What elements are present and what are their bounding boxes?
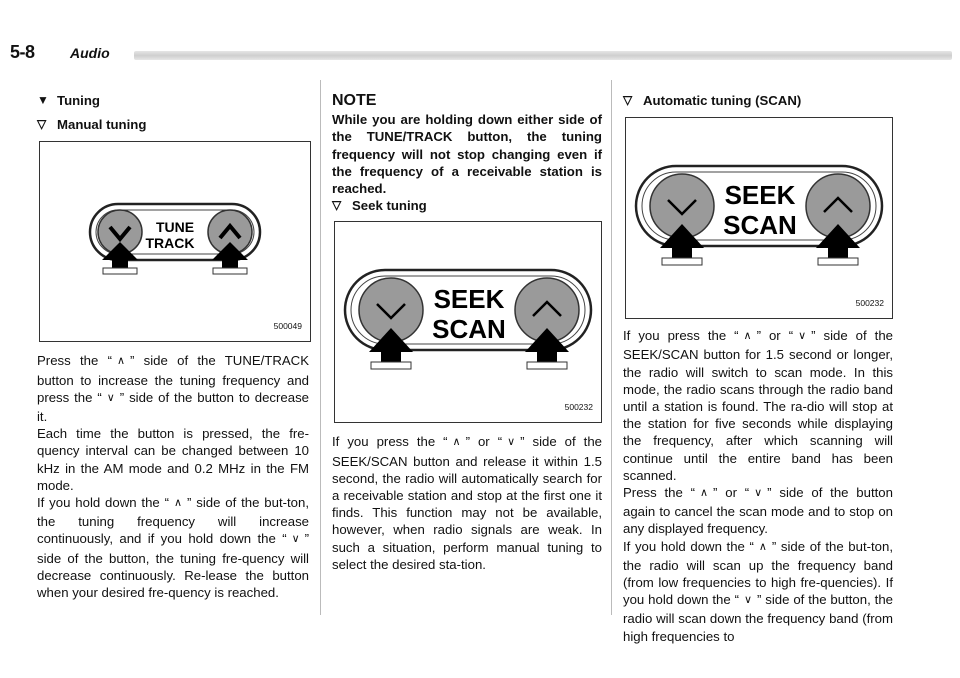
up-arrow-icon: ∧ xyxy=(700,487,709,500)
svg-text:SEEK: SEEK xyxy=(724,180,796,211)
figure-seek-scan-button xyxy=(334,221,602,423)
tune-track-button-illustration xyxy=(40,142,310,341)
down-arrow-icon: ∨ xyxy=(798,330,807,343)
note-title: NOTE xyxy=(332,92,377,109)
figure-code: 500232 xyxy=(855,298,884,308)
seek-scan-button-illustration xyxy=(335,222,601,422)
paragraph: If you hold down the “ ∧ ” side of the but-ton, the tuning frequency will increase continuously, and if you hold down the “ ∨ ” side of the button, the tuning fre-quency will decrease continuously. Re-lease the button when your desired fre-quency is reached. xyxy=(37,495,310,601)
column-2 xyxy=(332,92,602,573)
open-triangle-icon: ▽ xyxy=(332,198,342,213)
up-arrow-icon: ∧ xyxy=(758,540,767,553)
figure-tune-track-button xyxy=(39,141,311,342)
figure-code: 500232 xyxy=(564,402,593,413)
down-arrow-icon: ∨ xyxy=(106,391,115,404)
heading-automatic-tuning: ▽ Automatic tuning (SCAN) xyxy=(623,93,802,108)
svg-text:SCAN: SCAN xyxy=(723,210,797,241)
column-1 xyxy=(37,92,309,601)
seek-scan-button-illustration xyxy=(626,118,892,318)
header-rule xyxy=(134,51,952,60)
up-arrow-icon: ∧ xyxy=(116,355,126,368)
paragraph: Each time the button is pressed, the fre-quency interval can be changed between 10 kHz in the AM mode and 0.2 MHz in the FM mode. xyxy=(37,426,309,493)
down-arrow-icon: ∨ xyxy=(291,533,300,546)
svg-text:TUNE: TUNE xyxy=(155,219,195,236)
page-header xyxy=(8,42,952,68)
up-arrow-icon: ∧ xyxy=(173,497,183,510)
open-triangle-icon: ▽ xyxy=(623,93,633,107)
paragraph: Press the “ ∧ ” side of the TUNE/TRACK button to increase the tuning frequency and press the “ ∨ ” side of the button to decrease it. xyxy=(37,353,309,425)
heading-seek-tuning: ▽ Seek tuning xyxy=(332,198,427,214)
svg-text:TRACK: TRACK xyxy=(145,235,195,252)
figure-code: 500049 xyxy=(273,321,302,332)
svg-text:SEEK: SEEK xyxy=(433,284,505,315)
section-title: Audio xyxy=(70,45,110,61)
paragraph: If you hold down the “ ∧ ” side of the but-ton, the radio will scan up the frequency band (from low frequencies to high fre-quencies). If you hold down the “ ∨ ” side of the button, the radio will scan down the frequency band (from high frequencies to xyxy=(623,538,894,644)
column-3 xyxy=(623,92,893,645)
column-divider xyxy=(611,80,612,615)
page-number: 5-8 xyxy=(10,42,35,62)
paragraph: Press the “ ∧ ” or “ ∨ ” side of the button again to cancel the scan mode and to stop on any displayed frequency. xyxy=(623,485,893,537)
figure-seek-scan-button xyxy=(625,117,893,319)
column-divider xyxy=(320,80,321,615)
filled-triangle-icon: ▼ xyxy=(37,93,49,107)
down-arrow-icon: ∨ xyxy=(507,436,516,449)
svg-text:SCAN: SCAN xyxy=(432,314,506,345)
down-arrow-icon: ∨ xyxy=(754,487,763,500)
up-arrow-icon: ∧ xyxy=(743,330,752,343)
paragraph: If you press the “ ∧ ” or “ ∨ ” side of the SEEK/SCAN button for 1.5 second or longer, the radio will switch to scan mode. In this mode, the radio scans through the radio band until a station is found. The ra-dio will stop at the station for five seconds while displaying the frequency, after which scanning will continue until the entire band has been scanned. xyxy=(623,328,894,483)
heading-manual-tuning: ▽ Manual tuning xyxy=(37,117,147,133)
up-arrow-icon: ∧ xyxy=(452,436,461,449)
down-arrow-icon: ∨ xyxy=(743,594,753,607)
paragraph: If you press the “ ∧ ” or “ ∨ ” side of the SEEK/SCAN button and release it within 1.5 second, the radio will automatically search for a receivable station and stop at the first one it finds. This function may not be available, however, when radio signals are weak. In such a situation, perform manual tuning to select the desired sta-tion. xyxy=(332,434,603,572)
open-triangle-icon: ▽ xyxy=(37,117,47,132)
heading-tuning: ▼ Tuning xyxy=(37,93,100,108)
note-text: While you are holding down either side of the TUNE/TRACK button, the tuning frequency will not stop changing even if the frequency of a receivable station is reached. xyxy=(332,112,602,197)
